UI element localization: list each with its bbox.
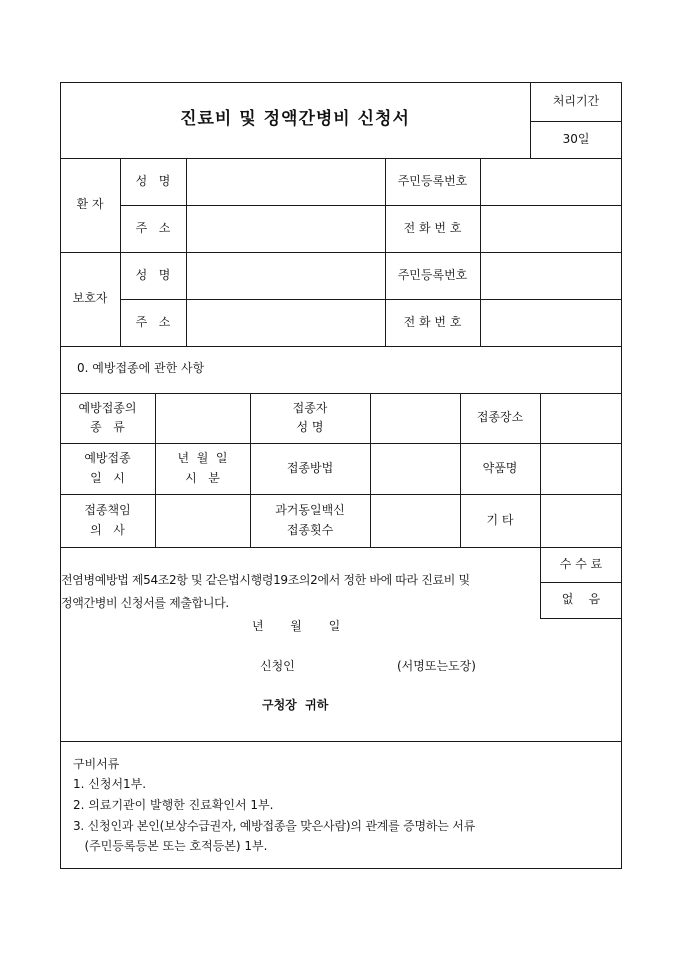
responsible-doctor-field[interactable] [155,494,250,547]
guardian-rrn-label: 주민등록번호 [397,267,468,282]
guardian-address-field[interactable] [186,299,385,346]
patient-group-label: 환 자 [76,197,104,212]
vaccination-place-label: 접종장소 [476,410,524,425]
vaccination-method-field[interactable] [370,443,460,494]
application-form [60,82,622,869]
vaccination-datetime-label: 예방접종 일 시 [84,451,131,485]
patient-phone-field[interactable] [480,205,622,252]
form-title: 진료비 및 정액간병비 신청서 [180,109,410,130]
patient-address-field[interactable] [186,205,385,252]
guardian-group-label: 보호자 [72,291,108,306]
fee-label: 수 수 료 [559,556,603,571]
patient-address-label: 주 소 [135,220,171,235]
applicant-label: 신청인 [260,659,295,673]
recipient-name-label: 접종자 성 명 [292,400,328,434]
guardian-phone-label: 전 화 번 호 [403,314,462,329]
applicant-signature-field[interactable] [306,654,390,678]
drug-name-field[interactable] [540,443,622,494]
declaration-date: 년 월 일 [252,619,341,633]
signature-label: (서명또는도장) [397,659,476,673]
vaccination-section-title: 0. 예방접종에 관한 사항 [77,361,205,375]
past-dose-count-label: 과거동일백신 접종횟수 [275,503,345,537]
vaccination-datetime-field[interactable]: 년 월 일 시 분 [177,451,228,485]
document-item: 3. 신청인과 본인(보상수급권자, 예방접종을 맞은사람)의 관계를 증명하는 서류 [73,819,476,833]
guardian-name-label: 성 명 [135,267,171,282]
row-line [60,547,622,548]
vaccination-method-label: 접종방법 [286,460,334,475]
declaration-line-2: 정액간병비 신청서를 제출합니다. [61,596,229,610]
recipient-name-field[interactable] [370,393,460,443]
patient-name-label: 성 명 [135,173,171,188]
past-dose-count-field[interactable] [370,494,460,547]
drug-name-label: 약품명 [482,460,518,475]
vaccination-place-field[interactable] [540,393,622,443]
documents-title: 구비서류 [73,757,120,771]
fee-box-bottom [540,618,622,619]
fee-value: 없 음 [561,592,601,607]
document-item: 2. 의료기관이 발행한 진료확인서 1부. [73,798,274,812]
guardian-address-label: 주 소 [135,314,171,329]
patient-rrn-field[interactable] [480,158,622,205]
vaccine-type-label: 예방접종의 종 류 [78,400,137,434]
addressee: 구청장 귀하 [262,698,329,712]
guardian-rrn-field[interactable] [480,252,622,299]
processing-period-value: 30일 [562,131,590,146]
guardian-name-field[interactable] [186,252,385,299]
guardian-phone-field[interactable] [480,299,622,346]
other-label: 기 타 [486,512,514,527]
document-item: 1. 신청서1부. [73,777,147,791]
row-line [60,346,622,347]
declaration-line-1: 전염병예방법 제54조2항 및 같은법시행령19조의2에서 정한 바에 따라 진료비 및 [61,573,470,587]
documents-divider [60,741,622,742]
patient-phone-label: 전 화 번 호 [403,220,462,235]
responsible-doctor-label: 접종책임 의 사 [84,503,131,537]
border-bottom [60,868,622,869]
other-field[interactable] [540,494,622,547]
patient-name-field[interactable] [186,158,385,205]
document-item: (주민등록등본 또는 호적등본) 1부. [73,839,268,853]
processing-period-label: 처리기간 [552,93,600,108]
patient-rrn-label: 주민등록번호 [397,173,468,188]
vaccine-type-field[interactable] [155,393,250,443]
